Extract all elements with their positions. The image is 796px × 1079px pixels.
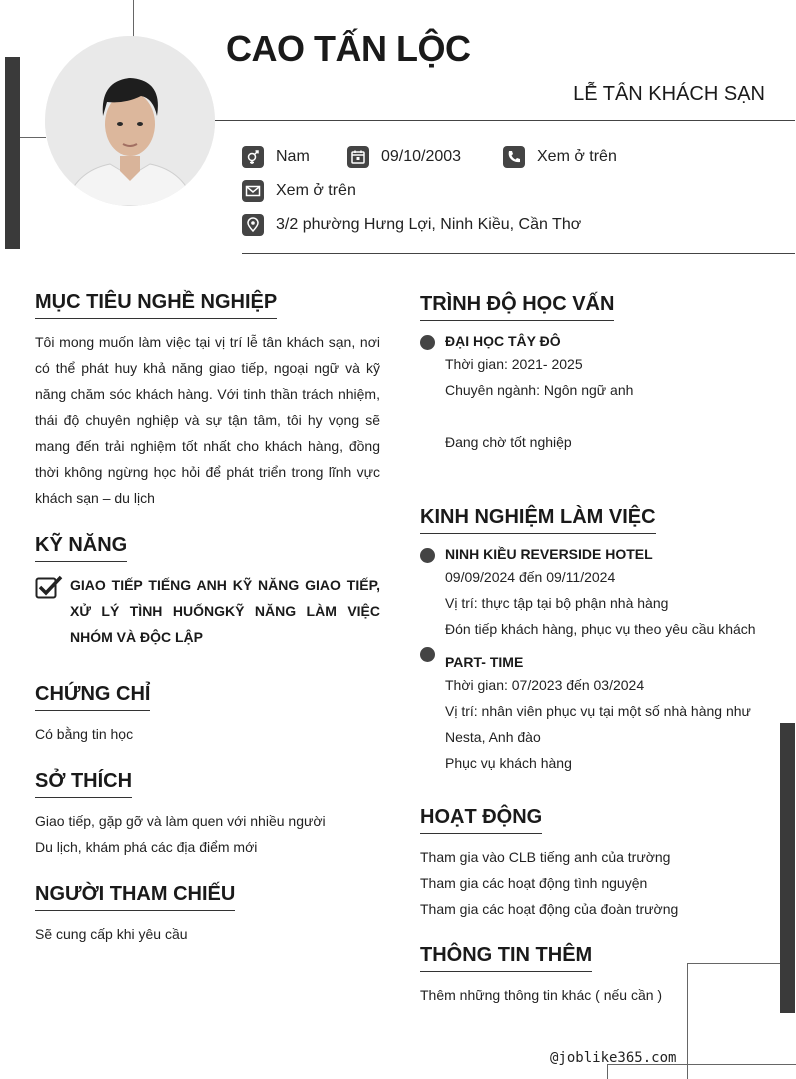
activity-item: Tham gia các hoạt động của đoàn trường — [420, 901, 679, 917]
job-line: Vị trí: nhân viên phục vụ tại một số nhà hàng như — [445, 703, 751, 719]
candidate-name: CAO TẤN LỘC — [226, 28, 471, 69]
left-accent-bar — [5, 57, 20, 249]
references-section — [35, 883, 380, 947]
corner-frame-left-2 — [607, 1064, 608, 1079]
job-name: NINH KIỀU REVERSIDE HOTEL — [445, 546, 653, 562]
education-line: Thời gian: 2021- 2025 — [445, 356, 583, 372]
activities-title: HOẠT ĐỘNG — [420, 806, 542, 834]
hobbies-section — [35, 770, 380, 860]
job-line: Thời gian: 07/2023 đến 03/2024 — [445, 677, 645, 693]
school-name: ĐẠI HỌC TÂY ĐÔ — [445, 333, 561, 349]
certificates-section — [35, 683, 380, 747]
mail-icon — [242, 180, 264, 202]
gender-icon — [242, 146, 264, 168]
avatar — [45, 36, 215, 206]
activity-item: Tham gia vào CLB tiếng anh của trường — [420, 849, 671, 865]
extra-section — [420, 944, 765, 1008]
job-line: Vị trí: thực tập tại bộ phận nhà hàng — [445, 595, 669, 611]
contact-divider — [242, 253, 795, 254]
experience-section — [420, 506, 765, 776]
job-line: Phục vụ khách hàng — [445, 755, 572, 771]
education-status: Đang chờ tốt nghiệp — [445, 434, 572, 450]
phone-icon — [503, 146, 525, 168]
calendar-icon — [347, 146, 369, 168]
job-line: Đón tiếp khách hàng, phục vụ theo yêu cầu khách — [445, 621, 756, 637]
extra-title: THÔNG TIN THÊM — [420, 944, 592, 972]
education-section — [420, 293, 765, 455]
profile-photo — [45, 36, 215, 206]
contact-birthday — [347, 146, 461, 168]
education-title: TRÌNH ĐỘ HỌC VẤN — [420, 293, 614, 321]
right-accent-bar — [780, 723, 795, 1013]
activities-section — [420, 806, 765, 922]
location-icon — [242, 214, 264, 236]
contact-phone — [503, 146, 617, 168]
phone-value: Xem ở trên — [537, 148, 617, 165]
job-line: Nesta, Anh đào — [445, 729, 541, 745]
skills-title: KỸ NĂNG — [35, 534, 127, 562]
skills-text: GIAO TIẾP TIẾNG ANH KỸ NĂNG GIAO TIẾP, XỬ LÝ TÌNH HUỐNGKỸ NĂNG LÀM VIỆC NHÓM VÀ ĐỘC LẬP — [70, 577, 380, 645]
contact-email — [242, 180, 356, 202]
email-value: Xem ở trên — [276, 182, 356, 199]
hobby-item: Giao tiếp, gặp gỡ và làm quen với nhiều người — [35, 813, 326, 829]
contact-gender — [242, 146, 310, 168]
gender-value: Nam — [276, 148, 310, 165]
avatar-left-line — [20, 137, 46, 138]
education-line: Chuyên ngành: Ngôn ngữ anh — [445, 382, 634, 398]
certificate-item: Có bằng tin học — [35, 726, 134, 742]
checkbox-checked-icon — [35, 575, 63, 604]
job-line: 09/09/2024 đến 09/11/2024 — [445, 569, 616, 585]
birthday-value: 09/10/2003 — [381, 148, 462, 165]
reference-item: Sẽ cung cấp khi yêu cầu — [35, 926, 188, 942]
job-title: LỄ TÂN KHÁCH SẠN — [573, 83, 765, 105]
bullet-dot — [420, 548, 435, 563]
objective-title: MỤC TIÊU NGHỀ NGHIỆP — [35, 291, 277, 319]
certificates-title: CHỨNG CHỈ — [35, 683, 150, 711]
activity-item: Tham gia các hoạt động tình nguyện — [420, 875, 648, 891]
extra-item: Thêm những thông tin khác ( nếu cần ) — [420, 987, 663, 1003]
experience-title: KINH NGHIỆM LÀM VIỆC — [420, 506, 656, 534]
address-value: 3/2 phường Hưng Lợi, Ninh Kiều, Cần Thơ — [276, 216, 582, 233]
hobbies-title: SỞ THÍCH — [35, 770, 132, 798]
watermark: @joblike365.com — [550, 1050, 677, 1066]
bullet-dot — [420, 647, 435, 662]
bullet-dot — [420, 335, 435, 350]
references-title: NGƯỜI THAM CHIẾU — [35, 883, 235, 911]
header-divider — [215, 120, 795, 121]
top-vertical-line — [133, 0, 134, 38]
objective-text: Tôi mong muốn làm việc tại vị trí lễ tân khách sạn, nơi có thể phát huy khả năng giao tiếp, ngoại ngữ và kỹ năng chăm sóc khách hàng. Với tinh thần trách nhiệm, thái độ chuyên nghiệp và sự tận tâm, tôi hy vọng sẽ mang đến trải nghiệm tốt nhất cho khách hàng, đồng thời không ngừng học hỏi để phát triển trong lĩnh vực khách sạn – du lịch — [35, 334, 380, 506]
skills-section — [35, 534, 380, 650]
contact-address — [242, 214, 581, 236]
job-name: PART- TIME — [445, 654, 524, 670]
objective-section — [35, 291, 380, 511]
hobby-item: Du lịch, khám phá các địa điểm mới — [35, 839, 258, 855]
